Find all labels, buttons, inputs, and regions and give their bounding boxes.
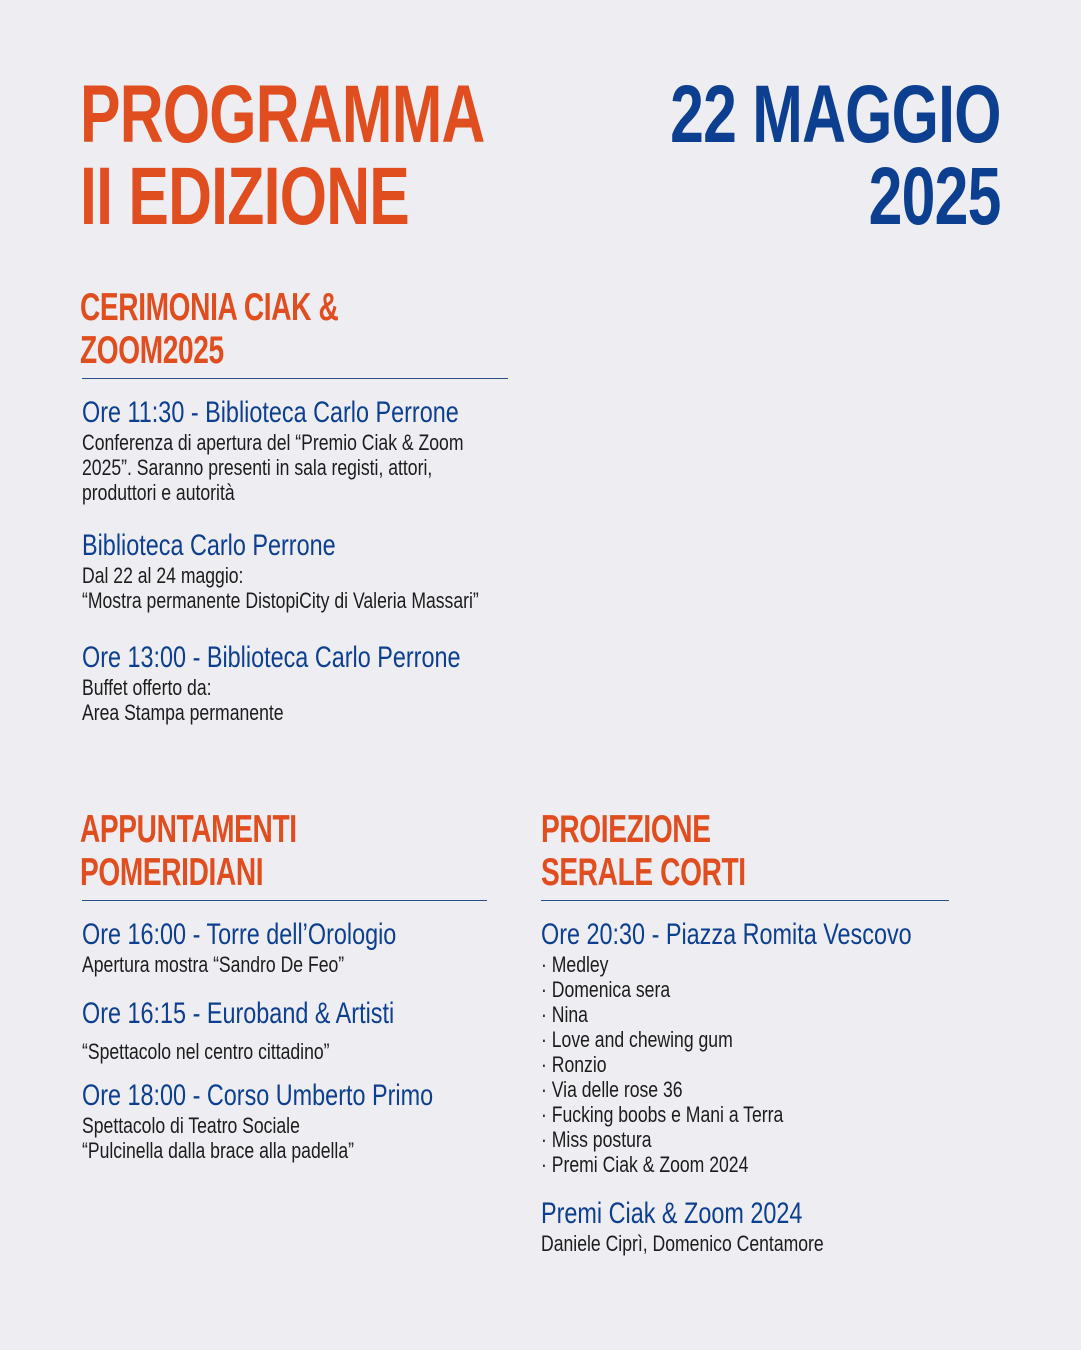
event-heading: Ore 16:00 - Torre dell’Orologio (82, 918, 397, 951)
event-date (554, 69, 1001, 242)
film-item: · Love and chewing gum (541, 1027, 733, 1052)
ceremony-event-2 (82, 529, 578, 613)
film-item: · Via delle rose 36 (541, 1077, 683, 1102)
program-title (80, 69, 627, 242)
film-item: · Ronzio (541, 1052, 607, 1077)
event-line: Spettacolo di Teatro Sociale (82, 1113, 300, 1138)
ceremony-event-3 (82, 641, 567, 725)
program-title-line2: II EDIZIONE (80, 151, 410, 242)
film-item: · Premi Ciak & Zoom 2024 (541, 1152, 749, 1177)
event-heading: Biblioteca Carlo Perrone (82, 529, 336, 562)
evening-divider (541, 900, 949, 901)
event-date-line2: 2025 (868, 151, 1001, 242)
awards-heading: Premi Ciak & Zoom 2024 (541, 1197, 803, 1230)
afternoon-section-title (80, 808, 381, 894)
evening-title-line2: SERALE CORTI (541, 851, 746, 894)
event-heading: Ore 13:00 - Biblioteca Carlo Perrone (82, 641, 461, 674)
film-item: · Nina (541, 1002, 588, 1027)
ceremony-title-line2: ZOOM2025 (80, 329, 224, 372)
awards-recipients: Daniele Ciprì, Domenico Centamore (541, 1231, 824, 1256)
ceremony-title-line1: CERIMONIA CIAK & (80, 286, 339, 329)
film-item: · Fucking boobs e Mani a Terra (541, 1102, 784, 1127)
film-item: · Medley (541, 952, 609, 977)
afternoon-event-2 (82, 997, 482, 1064)
afternoon-event-3 (82, 1079, 532, 1163)
ceremony-event-1 (82, 396, 565, 505)
event-heading: Ore 18:00 - Corso Umberto Primo (82, 1079, 434, 1112)
event-line: produttori e autorità (82, 480, 235, 505)
event-line: “Mostra permanente DistopiCity di Valeria Massari” (82, 588, 479, 613)
film-item: · Domenica sera (541, 977, 671, 1002)
awards-block (541, 1197, 894, 1256)
afternoon-event-1 (82, 918, 485, 977)
event-line: Buffet offerto da: (82, 675, 212, 700)
afternoon-title-line1: APPUNTAMENTI (80, 808, 297, 851)
event-line: Apertura mostra “Sandro De Feo” (82, 952, 345, 977)
film-item: · Miss postura (541, 1127, 652, 1152)
ceremony-section-title (80, 286, 439, 372)
event-line: Area Stampa permanente (82, 700, 284, 725)
event-date-line1: 22 MAGGIO (670, 69, 1001, 160)
evening-title-line1: PROIEZIONE (541, 808, 711, 851)
event-line: Conferenza di apertura del “Premio Ciak & Zoom (82, 430, 464, 455)
film-list (541, 952, 1016, 1177)
afternoon-divider (82, 900, 487, 901)
event-heading: Ore 11:30 - Biblioteca Carlo Perrone (82, 396, 459, 429)
event-line: Dal 22 al 24 maggio: (82, 563, 244, 588)
evening-section-title (541, 808, 825, 894)
event-heading: Ore 16:15 - Euroband & Artisti (82, 997, 395, 1030)
event-line: “Spettacolo nel centro cittadino” (82, 1039, 330, 1064)
ceremony-divider (82, 378, 508, 379)
afternoon-title-line2: POMERIDIANI (80, 851, 264, 894)
screening-heading: Ore 20:30 - Piazza Romita Vescovo (541, 918, 912, 951)
event-line: “Pulcinella dalla brace alla padella” (82, 1138, 354, 1163)
program-title-line1: PROGRAMMA (80, 69, 485, 160)
event-line: 2025”. Saranno presenti in sala registi, attori, (82, 455, 433, 480)
evening-screening (541, 918, 1016, 1177)
